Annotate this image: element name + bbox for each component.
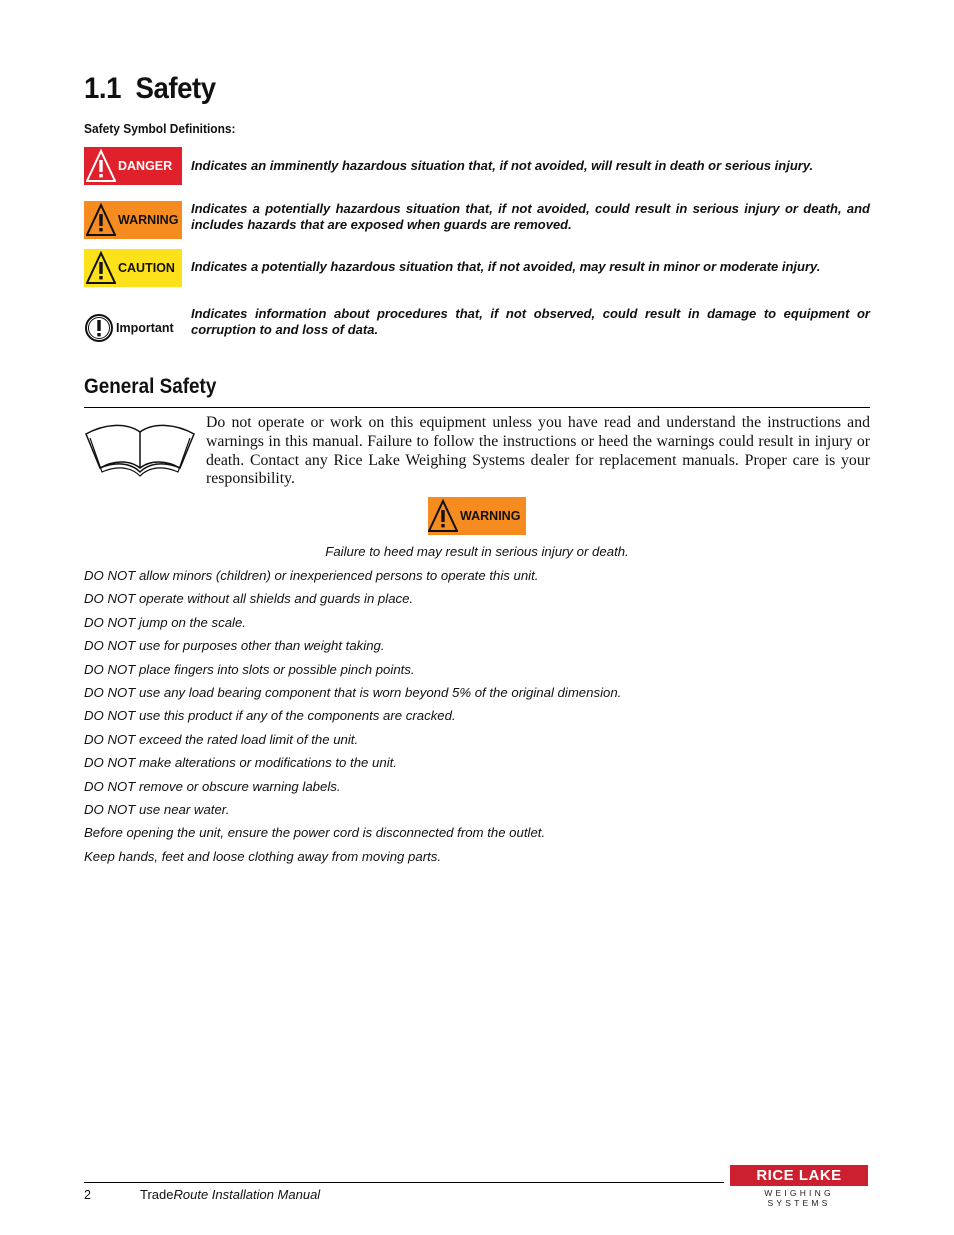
important-badge [84,313,174,343]
general-safety-intro: Do not operate or work on this equipment unless you have read and understand the instructions and warnings in this manual. Failure to follow the instructions or heed the warnings could result in injury or death. Contact any Rice Lake Weighing Systems dealer for replacement manuals. Proper care is your responsibility. [206,414,870,488]
list-item: DO NOT jump on the scale. [84,614,246,630]
page-number: 2 [84,1188,91,1202]
list-item: DO NOT remove or obscure warning labels. [84,778,341,794]
caution-badge [84,249,182,287]
list-item: DO NOT use this product if any of the components are cracked. [84,708,456,724]
symbols-heading: Safety Symbol Definitions: [84,121,236,136]
danger-badge [84,147,182,185]
warning-badge [84,201,182,239]
section-heading [84,72,216,106]
danger-definition: Indicates an imminently hazardous situation that, if not avoided, will result in death or serious injury. [191,158,814,173]
logo-brand: RICE LAKE [730,1165,868,1186]
warning-triangle-icon [86,251,116,285]
warning-definition: Indicates a potentially hazardous situation that, if not avoided, could result in serious injury or death, and includes hazards that are exposed when guards are removed. [191,201,870,232]
warning-triangle-icon [428,499,458,533]
warning-caption: Failure to heed may result in serious injury or death. [325,544,629,559]
warning-triangle-icon [86,203,116,237]
manual-book-icon [84,418,196,480]
warning-triangle-icon [86,149,116,183]
list-item: DO NOT operate without all shields and guards in place. [84,591,414,607]
list-item: DO NOT make alterations or modifications to the unit. [84,755,397,771]
footer-rule [84,1182,724,1183]
list-item: DO NOT use near water. [84,801,230,817]
list-item: DO NOT use for purposes other than weight taking. [84,638,385,654]
heading-rule [84,407,870,408]
list-item: Keep hands, feet and loose clothing away from moving parts. [84,848,442,864]
warning-label: WARNING [118,213,179,227]
document-title [140,1187,320,1202]
warning-badge-center [428,497,526,535]
safety-rules-list [84,568,621,872]
caution-label: CAUTION [118,261,175,275]
list-item: DO NOT use any load bearing component that is worn beyond 5% of the original dimension. [84,684,622,700]
danger-label: DANGER [118,159,173,173]
document-title-trade: Trade [140,1187,174,1202]
list-item: DO NOT place fingers into slots or possible pinch points. [84,661,415,677]
exclamation-circle-icon [84,313,114,343]
important-definition: Indicates information about procedures that, if not observed, could result in damage to equipment or corruption to and loss of data. [191,306,870,337]
important-label: Important [116,321,174,335]
document-title-rest: Route Installation Manual [173,1187,321,1202]
list-item: DO NOT allow minors (children) or inexperienced persons to operate this unit. [84,568,539,583]
section-title: Safety [135,72,216,105]
section-number: 1.1 [84,72,122,105]
caution-definition: Indicates a potentially hazardous situation that, if not avoided, may result in minor or moderate injury. [191,259,821,274]
list-item: DO NOT exceed the rated load limit of the unit. [84,731,359,747]
warning-center-label: WARNING [460,509,521,523]
list-item: Before opening the unit, ensure the power cord is disconnected from the outlet. [84,825,546,841]
general-safety-heading: General Safety [84,375,217,398]
rice-lake-logo [730,1165,868,1208]
logo-tagline: WEIGHING SYSTEMS [764,1188,834,1208]
